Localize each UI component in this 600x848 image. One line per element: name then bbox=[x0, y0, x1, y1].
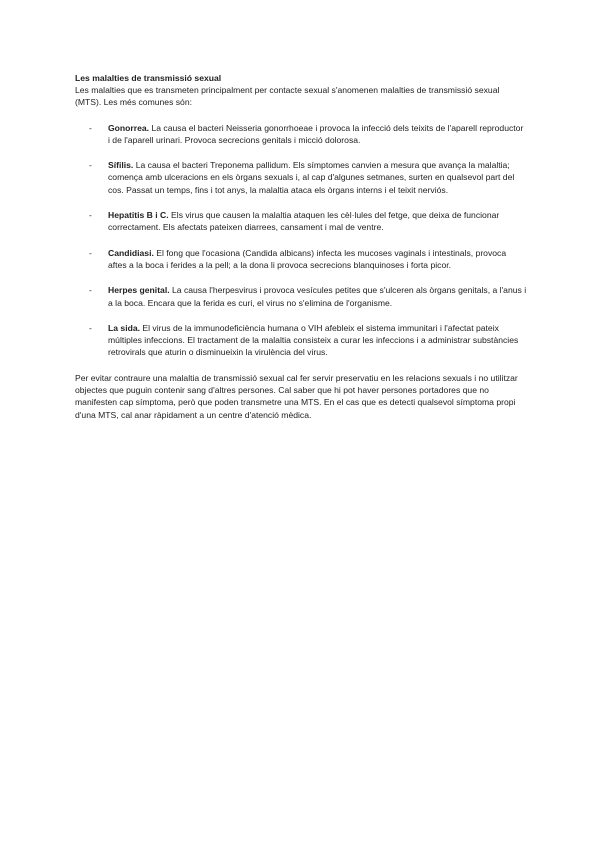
disease-list bbox=[75, 122, 527, 359]
list-marker: - bbox=[89, 210, 92, 221]
disease-name-hepatitis: Hepatitis B i C. bbox=[108, 210, 169, 221]
list-item-text bbox=[108, 247, 527, 272]
disease-description: El virus de la immunodeficiència humana o VIH afebleix el sistema immunitari i l'afectat pateix múltiples infeccions. El tractament de la malaltia consisteix a curar les infeccions i a administrar substàncies retrovirals que aturin o disminueixin la virulència del virus. bbox=[108, 322, 519, 358]
list-marker: - bbox=[89, 322, 92, 333]
list-marker: - bbox=[89, 285, 92, 296]
list-marker: - bbox=[89, 247, 92, 258]
list-marker: - bbox=[89, 160, 92, 171]
disease-name-sida: La sida. bbox=[108, 322, 140, 333]
list-item-text bbox=[108, 209, 527, 234]
disease-description: La causa el bacteri Neisseria gonorrhoeae i provoca la infecció dels teixits de l'aparell reproductor i de l'aparell urinari. Provoca secrecions genitals i micció dolorosa. bbox=[108, 122, 524, 145]
disease-description: El fong que l'ocasiona (Candida albicans) infecta les mucoses vaginals i intestinals, provoca aftes a la boca i ferides a la pell; a la dona li provoca secrecions blanquinoses i forta picor. bbox=[108, 247, 507, 270]
list-item bbox=[75, 247, 527, 272]
list-item-text bbox=[108, 122, 527, 147]
disease-description: La causa l'herpesvirus i provoca vesícules petites que s'ulceren als òrgans genitals, a l'anus i a la boca. Encara que la ferida es curi, el virus no s'elimina de l'organisme. bbox=[108, 285, 527, 308]
intro-paragraph: Les malalties que es transmeten principalment per contacte sexual s'anomenen malalties de transmissió sexual (MTS). Les més comunes són: bbox=[75, 85, 500, 108]
disease-name-herpes: Herpes genital. bbox=[108, 285, 170, 296]
document-title: Les malalties de transmissió sexual bbox=[75, 73, 222, 83]
list-item-text bbox=[108, 322, 527, 359]
disease-name-sifilis: Sífilis. bbox=[108, 160, 134, 171]
list-item bbox=[75, 159, 527, 196]
list-item-text bbox=[108, 284, 527, 309]
disease-name-candidiasi: Candidiasi. bbox=[108, 247, 154, 258]
disease-description: La causa el bacteri Treponema pallidum. Els símptomes canvien a mesura que avança la malaltia; comença amb ulceracions en els òrgans sexuals i, al cap d'algunes setmanes, surten en qualsevol part del cos. Passat un temps, fins i tot anys, la malaltia ataca els òrgans interns i el teixit nerviós. bbox=[108, 160, 515, 195]
disease-description: Els virus que causen la malaltia ataquen les cèl·lules del fetge, que deixa de funcionar correctament. Els afectats pateixen diarrees, cansament i mal de ventre. bbox=[108, 210, 500, 233]
document-body bbox=[75, 72, 527, 421]
disease-name-gonorrea: Gonorrea. bbox=[108, 122, 150, 133]
list-item bbox=[75, 322, 527, 359]
list-item-text bbox=[108, 159, 527, 196]
closing-paragraph: Per evitar contraure una malaltia de transmissió sexual cal fer servir preservatiu en les relacions sexuals i no utilitzar objectes que puguin contenir sang d'altres persones. Cal saber que hi pot haver persones portadores que no manifesten cap símptoma, però que poden transmetre una MTS. En el cas que es detecti qualsevol símptoma propi d'una MTS, cal anar ràpidament a un centre d'atenció mèdica. bbox=[75, 372, 518, 420]
list-marker: - bbox=[89, 122, 92, 133]
list-item bbox=[75, 209, 527, 234]
list-item bbox=[75, 284, 527, 309]
list-item bbox=[75, 122, 527, 147]
